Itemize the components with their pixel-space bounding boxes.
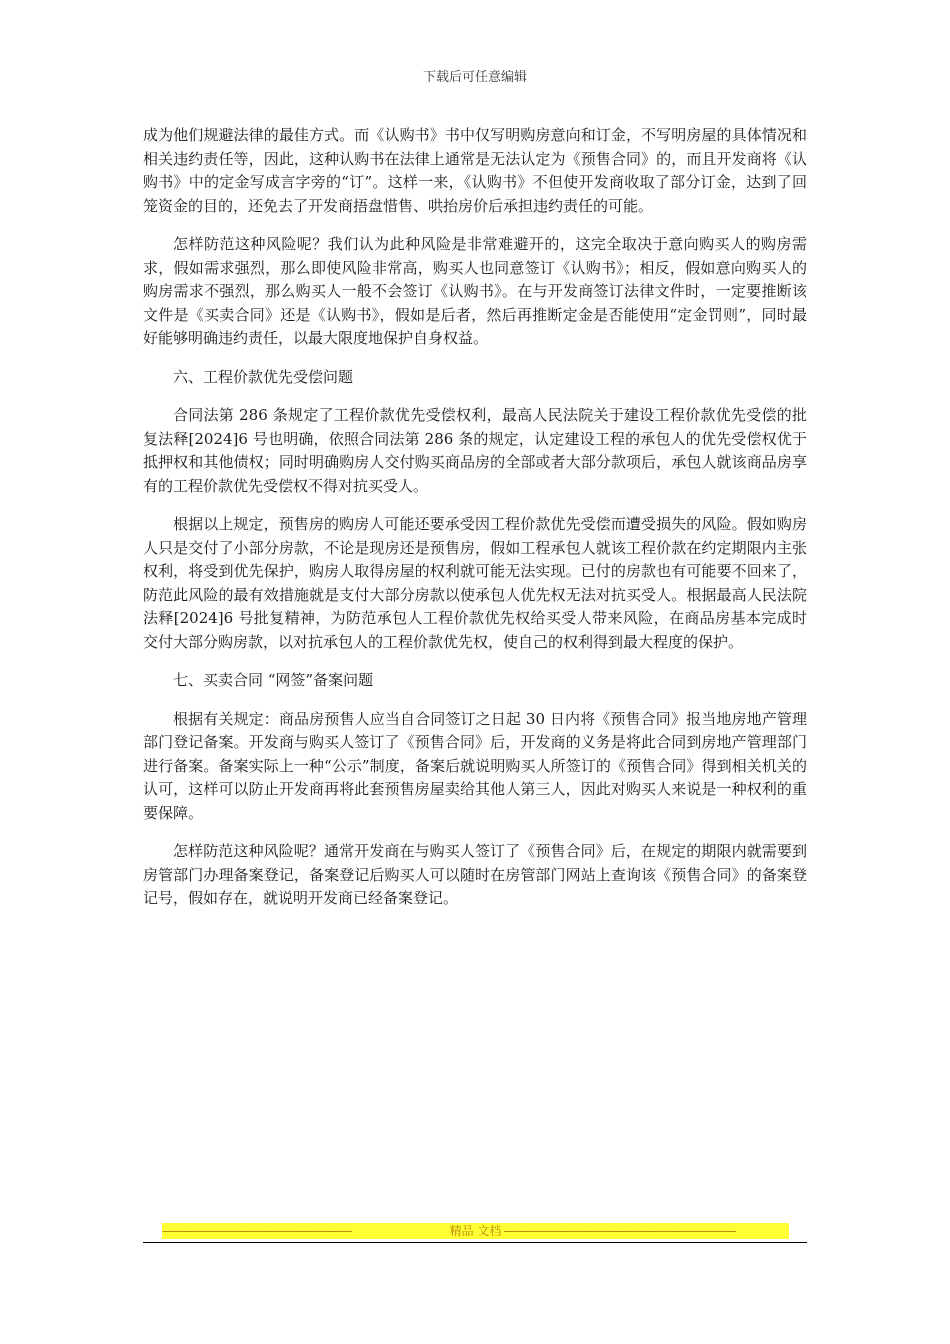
section-heading-6: 六、工程价款优先受偿问题: [173, 367, 354, 386]
footer-dashes-left: --------------------------------------------------------------: [162, 1224, 352, 1238]
paragraph-priority-risk: 根据以上规定，预售房的购房人可能还要承受因工程价款优先受偿而遭受损失的风险。假如购房人只是交付了小部分房款，不论是现房还是预售房，假如工程承包人就该工程价款在约定期限内主张权利，将受到优先保护，购房人取得房屋的权利就可能无法实现。已付的房款也有可能要不回来了，防范此风险的最有效措施就是支付大部分房款以使承包人优先权无法对抗买受人。根据最高人民法院法释[2024]6 号批复精神，为防范承包人工程价款优先权给买受人带来风险，在商品房基本完成时交付大部分购房款，以对抗承包人的工程价款优先权，使自己的权利得到最大程度的保护。: [143, 515, 807, 651]
footer-banner: [162, 1223, 789, 1239]
paragraph-risk-prevention-2: 怎样防范这种风险呢？通常开发商在与购买人签订了《预售合同》后，在规定的期限内就需要到房管部门办理备案登记，备案登记后购买人可以随时在房管部门网站上查询该《预售合同》的备案登记号，假如存在，就说明开发商已经备案登记。: [143, 842, 807, 907]
paragraph-registration-rules: 根据有关规定：商品房预售人应当自合同签订之日起 30 日内将《预售合同》报当地房地产管理部门登记备案。开发商与购买人签订了《预售合同》后，开发商的义务是将此合同到房地产管理部门进行备案。备案实际上一种“公示”制度，备案后就说明购买人所签订的《预售合同》得到相关机关的认可，这样可以防止开发商再将此套预售房屋卖给其他人第三人，因此对购买人来说是一种权利的重要保障。: [143, 709, 807, 822]
paragraph-continuation: 成为他们规避法律的最佳方式。而《认购书》书中仅写明购房意向和订金，不写明房屋的具体情况和相关违约责任等，因此，这种认购书在法律上通常是无法认定为《预售合同》的，而且开发商将《认购书》中的定金写成言字旁的“订”。这样一来，《认购书》不但使开发商收取了部分订金，达到了回笼资金的目的，还免去了开发商捂盘惜售、哄抬房价后承担违约责任的可能。: [143, 126, 807, 215]
footer-dashes-right: ----------------------------------------------------------------------------: [503, 1224, 736, 1238]
paragraph-risk-prevention-1: 怎样防范这种风险呢？我们认为此种风险是非常难避开的，这完全取决于意向购买人的购房需求，假如需求强烈，那么即使风险非常高，购买人也同意签订《认购书》；相反，假如意向购买人的购房需求不强烈，那么购买人一般不会签订《认购书》。在与开发商签订法律文件时，一定要推断该文件是《买卖合同》还是《认购书》，假如是后者，然后再推断定金是否能使用“定金罚则”，同时最好能够明确违约责任，以最大限度地保护自身权益。: [143, 235, 807, 347]
document-body: [143, 124, 807, 926]
page-header: 下载后可任意编辑: [422, 70, 527, 85]
footer-rule: [143, 1242, 807, 1243]
section-heading-7: 七、买卖合同 “网签”备案问题: [173, 671, 374, 689]
footer-label: 精品 文档: [449, 1224, 502, 1238]
paragraph-priority-compensation: 合同法第 286 条规定了工程价款优先受偿权利，最高人民法院关于建设工程价款优先受偿的批复法释[2024]6 号也明确，依照合同法第 286 条的规定，认定建设工程的承包人的优先受偿权优于抵押权和其他债权；同时明确购房人交付购买商品房的全部或者大部分款项后，承包人就该商品房享有的工程价款优先受偿权不得对抗买受人。: [143, 406, 807, 495]
